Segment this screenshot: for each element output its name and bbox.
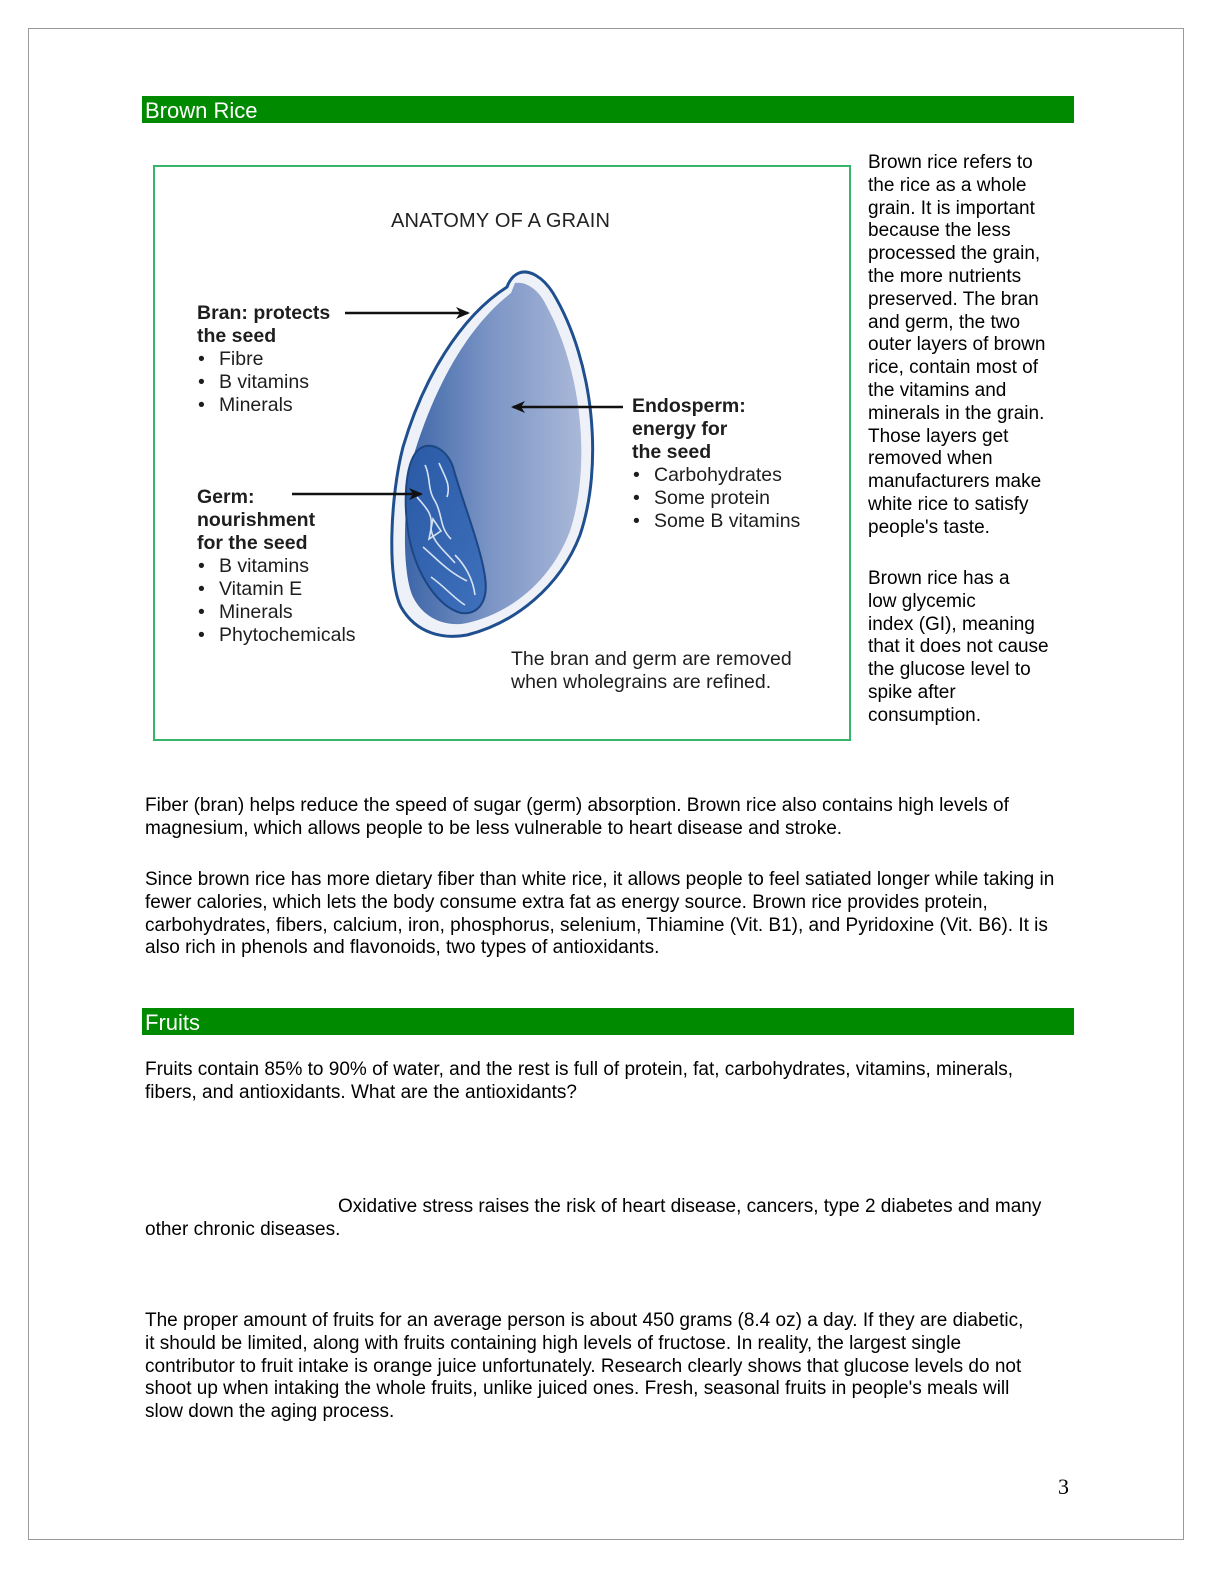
side-text-line: and germ, the two bbox=[868, 311, 1021, 333]
paragraph-line: slow down the aging process. bbox=[145, 1401, 395, 1423]
paragraph-calories bbox=[145, 869, 1054, 960]
germ-item: • B vitamins bbox=[197, 555, 356, 578]
side-text-line: preserved. The bran bbox=[868, 288, 1039, 310]
side-text-line: low glycemic bbox=[868, 590, 976, 612]
side-text-line: grain. It is important bbox=[868, 197, 1035, 219]
side-text-line: consumption. bbox=[868, 704, 982, 726]
paragraph-line: also rich in phenols and flavonoids, two types of antioxidants. bbox=[145, 937, 660, 959]
bran-label bbox=[197, 302, 330, 417]
side-text-line: people's taste. bbox=[868, 516, 990, 538]
endosperm-item: • Carbohydrates bbox=[632, 464, 800, 487]
germ-item: • Minerals bbox=[197, 601, 356, 624]
figure-caption bbox=[511, 648, 792, 694]
paragraph-fiber bbox=[145, 795, 1009, 841]
paragraph-line: The proper amount of fruits for an average person is about 450 grams (8.4 oz) a day. If they are diabetic, bbox=[145, 1310, 1024, 1331]
paragraph-line: contributor to fruit intake is orange juice unfortunately. Research clearly shows that glucose levels do not bbox=[145, 1355, 1022, 1377]
side-text-line: because the less bbox=[868, 220, 1011, 242]
bran-heading-line1: Bran: protects bbox=[197, 302, 331, 324]
endosperm-item: • Some protein bbox=[632, 487, 800, 510]
bran-item: • Minerals bbox=[197, 394, 330, 417]
side-text-whole-grain bbox=[868, 152, 1068, 540]
paragraph-line: it should be limited, along with fruits containing high levels of fructose. In reality, the largest single bbox=[145, 1332, 962, 1354]
side-text-line: the vitamins and bbox=[868, 379, 1007, 401]
side-text-line: the glucose level to bbox=[868, 659, 1031, 681]
paragraph-line: Fiber (bran) helps reduce the speed of sugar (germ) absorption. Brown rice also contains high levels of bbox=[145, 795, 1009, 816]
endosperm-label bbox=[632, 395, 800, 533]
side-text-line: minerals in the grain. bbox=[868, 402, 1045, 424]
paragraph-line: magnesium, which allows people to be less vulnerable to heart disease and stroke. bbox=[145, 817, 843, 839]
paragraph-line: carbohydrates, fibers, calcium, iron, phosphorus, selenium, Thiamine (Vit. B1), and Pyridoxine (Vit. B6). It is bbox=[145, 914, 1048, 936]
germ-item: • Phytochemicals bbox=[197, 624, 356, 647]
side-text-glycemic bbox=[868, 568, 1068, 728]
side-text-line: Those layers get bbox=[868, 425, 1009, 447]
bran-heading-line2: the seed bbox=[197, 325, 277, 347]
side-text-line: Brown rice has a bbox=[868, 568, 1010, 589]
endosperm-heading-line1: Endosperm: bbox=[632, 395, 746, 417]
side-text-line: processed the grain, bbox=[868, 243, 1041, 265]
paragraph-fruits-water bbox=[145, 1059, 1013, 1105]
germ-item: • Vitamin E bbox=[197, 578, 356, 601]
figure-caption-line1: The bran and germ are removed bbox=[511, 648, 792, 670]
side-text-line: index (GI), meaning bbox=[868, 613, 1035, 635]
germ-heading-line3: for the seed bbox=[197, 532, 308, 554]
germ-label bbox=[197, 486, 356, 647]
endosperm-list bbox=[632, 464, 800, 533]
side-text-line: outer layers of brown bbox=[868, 334, 1046, 356]
section-header-fruits: Fruits bbox=[142, 1008, 1074, 1035]
paragraph-line: fibers, and antioxidants. What are the antioxidants? bbox=[145, 1081, 577, 1103]
germ-heading-line2: nourishment bbox=[197, 509, 316, 531]
paragraph-line: Oxidative stress raises the risk of heart disease, cancers, type 2 diabetes and many bbox=[338, 1196, 1042, 1217]
figure-caption-line2: when wholegrains are refined. bbox=[511, 671, 772, 693]
side-text-line: the more nutrients bbox=[868, 265, 1022, 287]
bran-list bbox=[197, 348, 330, 417]
paragraph-line: Fruits contain 85% to 90% of water, and the rest is full of protein, fat, carbohydrates, vitamins, minerals, bbox=[145, 1059, 1014, 1080]
side-text-line: removed when bbox=[868, 448, 993, 470]
side-text-line: manufacturers make bbox=[868, 471, 1042, 493]
paragraph-proper-amount bbox=[145, 1310, 1023, 1424]
bran-item: • Fibre bbox=[197, 348, 330, 371]
side-text-line: white rice to satisfy bbox=[868, 493, 1029, 515]
endosperm-item: • Some B vitamins bbox=[632, 510, 800, 533]
germ-list bbox=[197, 555, 356, 647]
paragraph-line: shoot up when intaking the whole fruits, unlike juiced ones. Fresh, seasonal fruits in people's meals will bbox=[145, 1378, 1010, 1400]
figure-title: ANATOMY OF A GRAIN bbox=[391, 210, 611, 232]
paragraph-line: fewer calories, which lets the body consume extra fat as energy source. Brown rice provides protein, bbox=[145, 891, 988, 913]
endosperm-heading-line3: the seed bbox=[632, 441, 712, 463]
side-text-line: Brown rice refers to bbox=[868, 152, 1033, 173]
side-text-line: rice, contain most of bbox=[868, 357, 1039, 379]
paragraph-line: other chronic diseases. bbox=[145, 1218, 341, 1240]
page-number: 3 bbox=[1058, 1474, 1069, 1499]
side-text-line: the rice as a whole bbox=[868, 174, 1027, 196]
endosperm-heading-line2: energy for bbox=[632, 418, 728, 440]
germ-heading-line1: Germ: bbox=[197, 486, 255, 508]
paragraph-line: Since brown rice has more dietary fiber than white rice, it allows people to feel satiated longer while taking in bbox=[145, 869, 1055, 890]
side-text-line: that it does not cause bbox=[868, 636, 1049, 658]
bran-item: • B vitamins bbox=[197, 371, 330, 394]
section-header-brown-rice: Brown Rice bbox=[142, 96, 1074, 123]
paragraph-oxidative-stress bbox=[145, 1196, 1085, 1242]
anatomy-of-grain-figure bbox=[153, 165, 851, 741]
side-text-line: spike after bbox=[868, 681, 956, 703]
